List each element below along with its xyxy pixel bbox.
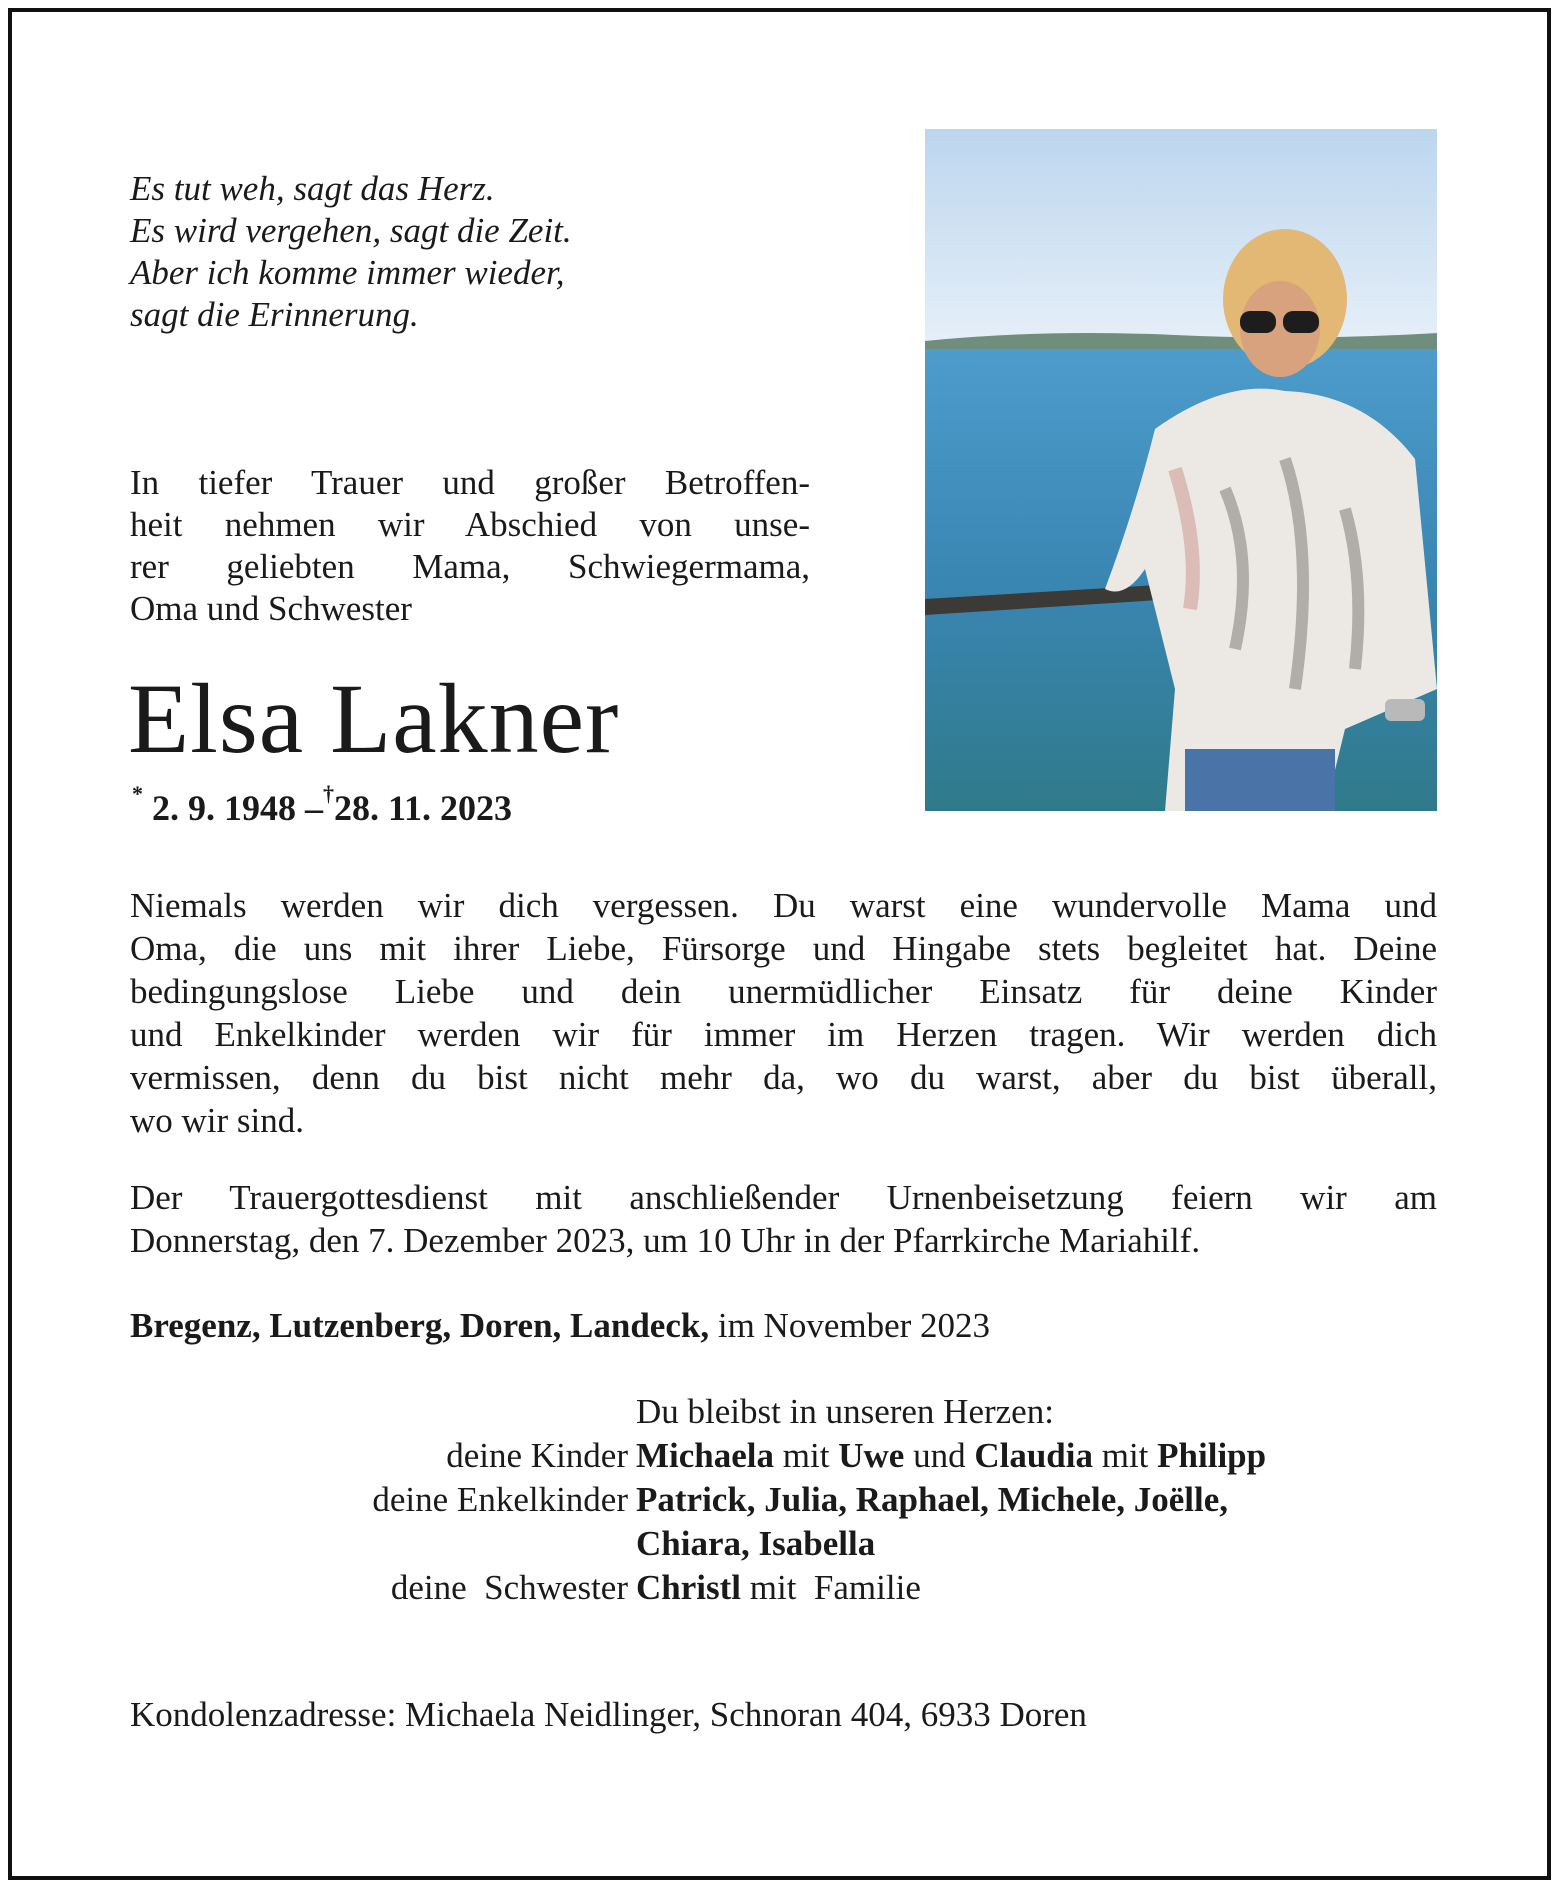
children-row [130,1434,1450,1478]
sister-row [130,1566,1450,1610]
month-date: im November 2023 [717,1306,991,1345]
tribute-line: und Enkelkinder werden wir für immer im Herzen tragen. Wir werden dich [130,1015,1437,1054]
grandchildren-row [130,1478,1450,1522]
grandchildren-label: deine Enkelkinder [372,1480,628,1519]
sister-label: deine Schwester [390,1568,628,1607]
deceased-name: Elsa Lakner [128,663,620,774]
tribute-text [130,884,1437,1142]
poem-line: Es wird vergehen, sagt die Zeit. [130,211,572,250]
and-word: und [913,1436,966,1475]
grandchildren-row-2 [130,1522,1450,1566]
poem-line: sagt die Erinnerung. [130,295,419,334]
intro-line: Oma und Schwester [130,589,412,628]
tribute-line: Niemals werden wir dich vergessen. Du warst eine wundervolle Mama und [130,886,1437,925]
partner-name: Philipp [1157,1436,1267,1475]
grandchildren-names: Chiara, Isabella [636,1524,876,1563]
service-line: Der Trauergottesdienst mit anschließender Urnenbeisetzung feiern wir am [130,1178,1437,1217]
birth-symbol: * [132,781,143,806]
sister-with: mit Familie [749,1568,921,1607]
portrait-photo-icon [925,129,1437,811]
sister-name: Christl [636,1568,741,1607]
place-date [130,1304,990,1347]
condolence-address: Kondolenzadresse: Michaela Neidlinger, Schnoran 404, 6933 Doren [130,1695,1087,1734]
closing-heading: Du bleibst in unseren Herzen: [636,1392,1054,1431]
tribute-line: Oma, die uns mit ihrer Liebe, Fürsorge und Hingabe stets begleitet hat. Deine [130,929,1437,968]
tribute-line: bedingungslose Liebe und dein unermüdlicher Einsatz für deine Kinder [130,972,1437,1011]
birth-date: 2. 9. 1948 [152,788,296,828]
grandchildren-names: Patrick, Julia, Raphael, Michele, Joëlle, [636,1480,1228,1519]
service-text [130,1176,1437,1262]
portrait-photo [925,129,1437,811]
with-word: mit [1101,1436,1149,1475]
intro-line: In tiefer Trauer und großer Betroffen- [130,463,810,502]
death-date: 28. 11. 2023 [334,788,513,828]
intro-line: rer geliebten Mama, Schwiegermama, [130,547,810,586]
poem-line: Es tut weh, sagt das Herz. [130,169,495,208]
child-name: Claudia [974,1436,1093,1475]
tribute-line: wo wir sind. [130,1101,305,1140]
with-word: mit [782,1436,830,1475]
closing-heading-row [130,1390,1450,1434]
intro-text [130,462,810,630]
family-list [130,1390,1450,1610]
life-dates [132,778,512,830]
children-label: deine Kinder [446,1436,628,1475]
partner-name: Uwe [838,1436,905,1475]
tribute-line: vermissen, denn du bist nicht mehr da, wo du warst, aber du bist überall, [130,1058,1437,1097]
poem-line: Aber ich komme immer wieder, [130,253,565,292]
poem [130,168,730,336]
intro-line: heit nehmen wir Abschied von unse- [130,505,810,544]
child-name: Michaela [636,1436,775,1475]
service-line: Donnerstag, den 7. Dezember 2023, um 10 Uhr in der Pfarrkirche Mariahilf. [130,1221,1201,1260]
locations: Bregenz, Lutzenberg, Doren, Landeck, [130,1306,710,1345]
death-symbol: † [323,781,334,806]
date-separator: – [305,788,323,828]
